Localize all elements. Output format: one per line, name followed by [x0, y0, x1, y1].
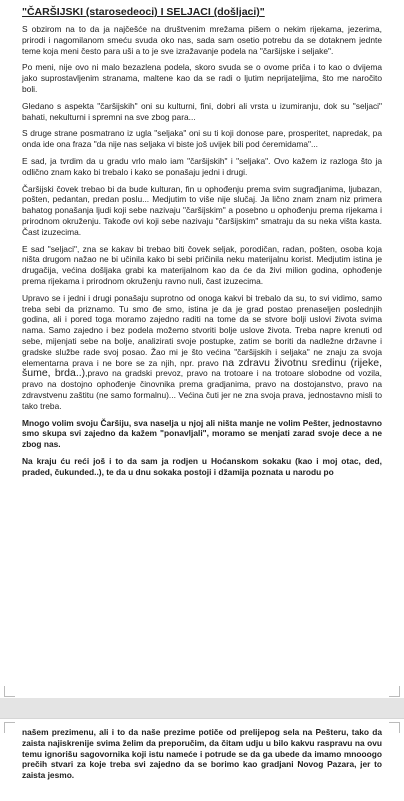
page-1-content	[22, 6, 382, 483]
crop-mark	[389, 686, 400, 697]
paragraph-3: Gledano s aspekta "čaršijskih" oni su kulturni, fini, dobri ali vrsta u izumiranju, dok su "seljaci" bahati, nekulturni i spremni na sve zbog para...	[22, 100, 382, 122]
document-page-2	[0, 718, 404, 801]
document-title: "ČARŠIJSKI (starosedeoci) I SELJACI (došljaci)"	[22, 6, 265, 18]
page-gap	[0, 698, 404, 718]
paragraph-2: Po meni, nije ovo ni malo bezazlena podela, skoro svuda se o ovome priča i to kao o dvijema jako suprostavljenim stranama, maltene kao da se radi o ljutim neprijateljima, što me naročito boli.	[22, 62, 382, 94]
paragraph-1: S obzirom na to da ja najčešće na društvenim mrežama pišem o nekim rijekama, jezerima, prirodi i nagomilanom smeću svuda oko nas, sada sam osetio potrebu da se dotaknem jednte teme koja meni često para uši a to je sve izražavanje podela na "čaršijske i seljake".	[22, 24, 382, 56]
paragraph-4: S druge strane posmatrano iz ugla "seljaka" oni su ti koji donose pare, prosperitet, napredak, pa onda ide ona fraza "da nije nas seljaka vi biste još uvijek bili pod ćeremidama"...	[22, 128, 382, 150]
paragraph-10: Na kraju ću reći još i to da sam ja rodjen u Hoćanskom sokaku (kao i moj otac, ded, praded, čukunded..), te da u dnu sokaka postoji i džamija poznata u narodu po	[22, 455, 382, 477]
paragraph-8	[22, 293, 382, 412]
paragraph-7: E sad "seljaci", zna se kakav bi trebao biti čovek seljak, porodičan, radan, pošten, osoba koja ništa drugom nažao ne bi učinila kako bi sebi pričinila neku materijalnu korist. Medjutim istina je drugačija, većina došljaka grabi ka materijalnom kao da će da živi milion godina, ophođenje prema rijekama i prirodnom okruženju ravno nuli, čast izuzecima.	[22, 243, 382, 286]
paragraph-8-highlight: na zdravu životnu sredinu (rijeke, šume, brda..)	[22, 356, 382, 380]
paragraph-8-rest: ,pravo na gradski prevoz, pravo na trotoare i na trotoare slobodne od vozila, pravo na dostojno ophođenje činovnika prema gradjanima, pravo na dostojanstvo, pravo na zdravstvenu zaštitu (ne samo formalnu)... Većina čuti jer ne zna svoja prava, jednostavno misli to tako treba.	[22, 368, 382, 411]
paragraph-6: Čaršijski čovek trebao bi da bude kulturan, fin u ophođenju prema svim sugrađjanima, ljubazan, pošten, pedantan, predan poslu... Medjutim to više nije slučaj. Ja lično znam znam niz primera bahatog ponašanja ljudi koji sebe nazivaju "čaršijskim" a posebno u ophođenju prema rijekama i prirodnom okruženju. Takođe ovi koji sebe nazivaju "čaršijskim" smatraju da su neka višta kasta. Čast izuzecima.	[22, 183, 382, 237]
crop-mark	[4, 686, 15, 697]
crop-mark	[389, 722, 400, 733]
crop-mark	[4, 722, 15, 733]
paragraph-8-text: Upravo se i jedni i drugi ponašaju suprotno od onoga kakvi bi trebalo da su, to svi vidimo, samo treba sebi da priznamo. Tu smo đe smo, istina je da je grad postao prenaseljen poslednjih godina, ali i pored toga moramo zajedno raditi na tome da se stvore bolji uslovi života svima nama. Samo zajedno i bez podela možemo stvoriti bolje uslove života. Treba napre krenuti od sebe, mijenjati sebe na bolje, analizirati svoje postupke, zatim se boriti da nadležne državne i gradske službe rade svoj posao. Žao mi je što većina "čaršijskih i seljaka" ne znaju za svoja elementarna prava i ne bore se za njih, npr. pravo	[22, 292, 382, 368]
paragraph-5: E sad, ja tvrdim da u gradu vrlo malo iam "čaršijskih" i "seljaka". Ovo kažem iz razloga što ja odlično znam kako bi trebalo i kako se ponašaju jedni i drugi.	[22, 155, 382, 177]
paragraph-11: našem prezimenu, ali i to da naše prezime potiče od prelijepog sela na Pešteru, tako da zaista najiskrenije svima želim da preporučim, da čitam udju u bilo kakvu raspravu na ovu temu ignorišu sagovornika koji istu nameće i potrude se da ga ubede da imamo mnooogo prečih stvari za koje treba svi zajedno da se borimo kao gradjani Novog Pazara, jer to zaista jesmo.	[22, 727, 382, 781]
page-2-content	[22, 727, 382, 787]
paragraph-9: Mnogo volim svoju Čaršiju, sva naselja u njoj ali ništa manje ne volim Pešter, jednostavno smo skupa svi zajedno da kažem "ponavljali", moramo se menjati zarad svoje dece a ne zbog nas.	[22, 417, 382, 450]
